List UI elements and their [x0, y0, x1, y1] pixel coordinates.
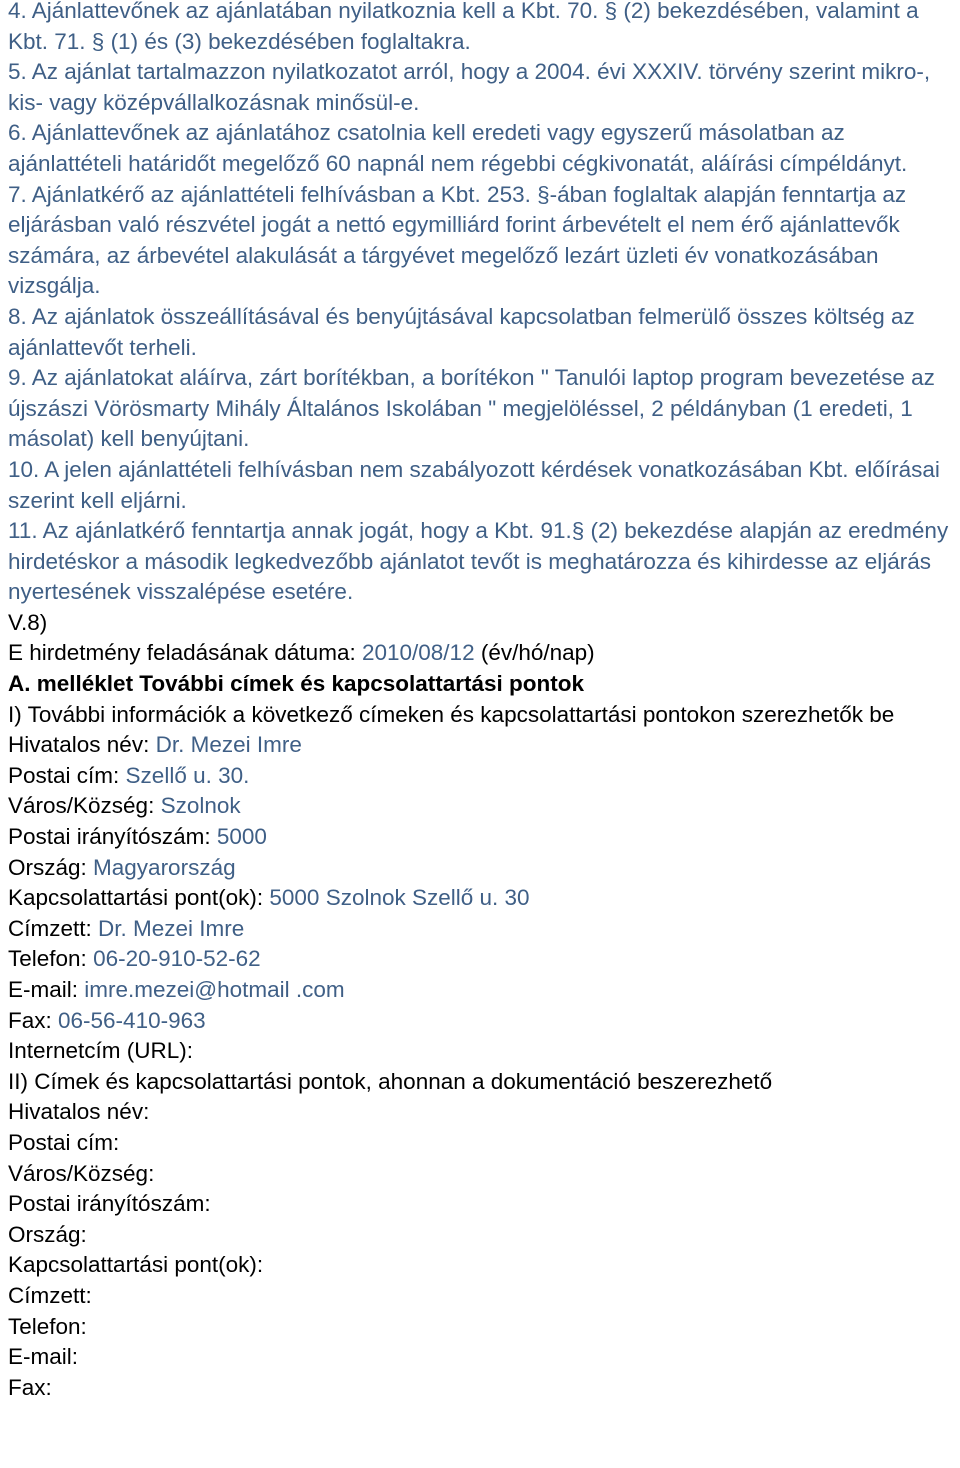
field-label: Hivatalos név: — [8, 732, 156, 758]
paragraph-7 — [8, 180, 952, 302]
field-value: 5000 Szolnok Szellő u. 30 — [269, 885, 530, 911]
field-official-name — [8, 730, 952, 761]
paragraph-9 — [8, 363, 952, 455]
section2-heading: II) Címek és kapcsolattartási pontok, ahonnan a dokumentáció beszerezhető — [8, 1068, 773, 1094]
paragraph-number: 5. — [8, 59, 27, 85]
annex-title: A. melléklet További címek és kapcsolattartási pontok — [8, 671, 585, 697]
paragraph-number: 7. — [8, 181, 27, 207]
field-label: Postai cím: — [8, 762, 126, 788]
field-label: Címzett: — [8, 1282, 92, 1308]
paragraph-4 — [8, 0, 952, 57]
field-postal-address — [8, 761, 952, 792]
date-value: 2010/08/12 — [361, 640, 475, 666]
paragraph-6 — [8, 118, 952, 179]
field-telephone — [8, 944, 952, 975]
paragraph-10 — [8, 455, 952, 516]
numbered-paragraphs — [8, 0, 952, 608]
field-label: Fax: — [8, 1374, 52, 1400]
paragraph-text: Ajánlattevőnek az ajánlatához csatolnia kell eredeti vagy egyszerű másolatban az ajánlattételi határidőt megelőző 60 napnál nem régebbi cégkivonatát, aláírási címpéldányt. — [8, 120, 908, 176]
field-label: Internetcím (URL): — [8, 1038, 194, 1064]
field-label: Telefon: — [8, 1313, 87, 1339]
paragraph-text: Az ajánlatokat aláírva, zárt borítékban, a borítékon " Tanulói laptop program bevezetése az újszászi Vörösmarty Mihály Általános Iskolában " megjelöléssel, 2 példányban (1 eredeti, 1 másolat) kell benyújtani. — [8, 365, 935, 452]
field-label: Telefon: — [8, 946, 94, 972]
section-v8-label: V.8) — [8, 609, 48, 635]
field-label: Postai cím: — [8, 1129, 120, 1155]
field-value: Dr. Mezei Imre — [98, 915, 245, 941]
paragraph-number: 11. — [8, 518, 38, 544]
paragraph-number: 8. — [8, 303, 27, 329]
field-label: Postai irányítószám: — [8, 1191, 211, 1217]
section1-heading: I) További információk a következő címeken és kapcsolattartási pontokon szerezhetők be — [8, 701, 895, 727]
date-format: (év/hó/nap) — [474, 640, 595, 666]
field-postal-code — [8, 822, 952, 853]
field-value: Szolnok — [160, 793, 241, 819]
field-fax — [8, 1006, 952, 1037]
date-label: E hirdetmény feladásának dátuma: — [8, 640, 362, 666]
field-value: 06-56-410-963 — [58, 1007, 206, 1033]
paragraph-5 — [8, 57, 952, 118]
publication-date-line — [8, 638, 952, 669]
section1-fields — [8, 730, 952, 1067]
field-contact-points — [8, 883, 952, 914]
field-email — [8, 975, 952, 1006]
field-label: Postai irányítószám: — [8, 824, 217, 850]
field-label: Címzett: — [8, 915, 99, 941]
paragraph-text: Az ajánlatok összeállításával és benyújtásával kapcsolatban felmerülő összes költség az ajánlattevőt terheli. — [8, 303, 915, 360]
field-value: Szellő u. 30. — [125, 762, 250, 788]
field-label: Város/Község: — [8, 793, 161, 819]
section2-fields — [8, 1097, 952, 1403]
paragraph-number: 4. — [8, 0, 27, 23]
field-value: imre.mezei@hotmail .com — [84, 977, 345, 1002]
paragraph-number: 6. — [8, 120, 27, 146]
field-value: Magyarország — [93, 854, 236, 880]
paragraph-text: Az ajánlat tartalmazzon nyilatkozatot arról, hogy a 2004. évi XXXIV. törvény szerint mikro-, kis- vagy középvállalkozásnak minősül-e. — [8, 59, 931, 115]
field-label: Hivatalos név: — [8, 1099, 150, 1125]
field-label: Kapcsolattartási pont(ok): — [8, 885, 270, 911]
paragraph-number: 9. — [8, 365, 27, 391]
paragraph-text: Az ajánlatkérő fenntartja annak jogát, hogy a Kbt. 91.§ (2) bekezdése alapján az eredmény hirdetéskor a második legkedvezőbb ajánlatot tevőt is meghatározza és kihirdesse az eljárás nyertesének visszalépése esetére. — [8, 518, 949, 605]
field-value: 06-20-910-52-62 — [93, 946, 261, 972]
paragraph-text: Ajánlatkérő az ajánlattételi felhívásban a Kbt. 253. §-ában foglaltak alapján fenntartja az eljárásban való részvétel jogát a nettó egymilliárd forint árbevételt el nem érő ajánlattevők számára, az árbevétel alakulását a tárgyévet megelőző lezárt üzleti év vonatkozásában vizsgálja. — [8, 181, 907, 299]
field-label: Város/Község: — [8, 1160, 155, 1186]
field-label: E-mail: — [8, 1344, 79, 1370]
field-country — [8, 853, 952, 884]
field-label: Fax: — [8, 1007, 59, 1033]
field-label: E-mail: — [8, 977, 85, 1002]
field-label: Ország: — [8, 854, 94, 880]
paragraph-number: 10. — [8, 456, 40, 482]
field-label: Ország: — [8, 1221, 87, 1247]
paragraph-text: A jelen ajánlattételi felhívásban nem szabályozott kérdések vonatkozásában Kbt. előírásai szerint kell eljárni. — [8, 456, 940, 513]
field-label: Kapcsolattartási pont(ok): — [8, 1252, 264, 1278]
paragraph-11 — [8, 516, 952, 608]
field-addressee — [8, 914, 952, 945]
field-city — [8, 791, 952, 822]
paragraph-8 — [8, 302, 952, 363]
field-value: Dr. Mezei Imre — [155, 732, 302, 758]
paragraph-text: Ajánlattevőnek az ajánlatában nyilatkoznia kell a Kbt. 70. § (2) bekezdésében, valamint a Kbt. 71. § (1) és (3) bekezdésében foglaltakra. — [8, 0, 919, 54]
field-url — [8, 1036, 952, 1067]
field-value: 5000 — [216, 824, 267, 850]
